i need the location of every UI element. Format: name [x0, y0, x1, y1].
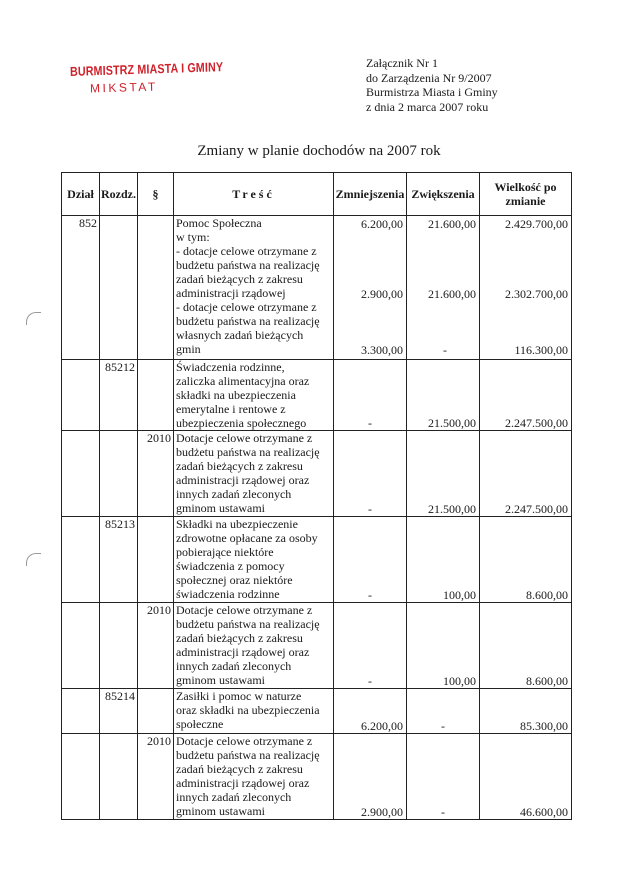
annex-number: Załącznik Nr 1 [366, 56, 438, 70]
cell-zmniejszenia: - [334, 360, 407, 431]
scan-mark [26, 553, 41, 566]
stamp-town: MIKSTAT [89, 79, 158, 96]
cell-paragraf: 2010 [138, 734, 174, 820]
cell-zwiekszenia: 21.500,00 [407, 360, 480, 431]
cell-tresc [174, 431, 334, 517]
tresc-line: administracji rządowej oraz [176, 473, 310, 487]
table-body [62, 216, 572, 820]
tresc-line: budżetu państwa na realizację [176, 314, 320, 328]
tresc-line: innych zadań zleconych [176, 487, 292, 501]
cell-wielkosc: 85.300,00 [480, 689, 572, 734]
table-row [62, 431, 572, 517]
cell-dzial [62, 603, 100, 689]
table-row [62, 689, 572, 734]
header-tresc: Treść [174, 173, 334, 216]
tresc-line: gminom ustawami [176, 501, 265, 515]
cell-dzial [62, 689, 100, 734]
cell-zwiekszenia: 21.500,00 [407, 431, 480, 517]
cell-dzial [62, 734, 100, 820]
tresc-line: zadań bieżących z zakresu [176, 272, 303, 286]
cell-wielkosc: 8.600,00 [480, 603, 572, 689]
tresc-line: Zasiłki i pomoc w naturze [176, 689, 302, 703]
cell-paragraf [138, 216, 174, 360]
value-line: - [443, 343, 447, 357]
tresc-line: budżetu państwa na realizację [176, 617, 320, 631]
tresc-line: Świadczenia rodzinne, [176, 360, 285, 374]
tresc-line: pobierające niektóre [176, 545, 274, 559]
header-zmniejszenia: Zmniejszenia [334, 173, 407, 216]
tresc-line: gminom ustawami [176, 804, 265, 818]
page-title: Zmiany w planie dochodów na 2007 rok [197, 143, 441, 159]
scan-mark [26, 312, 41, 325]
cell-wielkosc: 2.247.500,00 [480, 360, 572, 431]
cell-tresc [174, 689, 334, 734]
cell-zwiekszenia: - [407, 734, 480, 820]
annex-date: z dnia 2 marca 2007 roku [366, 99, 489, 114]
tresc-line: administracji rządowej oraz [176, 645, 310, 659]
tresc-line: - dotacje celowe otrzymane z [176, 300, 317, 314]
table-header-row [62, 173, 572, 216]
cell-wielkosc: 2.247.500,00 [480, 431, 572, 517]
cell-tresc [174, 360, 334, 431]
cell-zmniejszenia: 2.900,00 [334, 734, 407, 820]
tresc-line: społeczne [176, 717, 224, 731]
value-line: 21.600,00 [428, 217, 476, 231]
value-line: 2.429.700,00 [505, 217, 568, 231]
cell-paragraf [138, 689, 174, 734]
cell-zmniejszenia [334, 216, 407, 360]
value-line: 21.600,00 [428, 287, 476, 301]
cell-rozdz: 85212 [100, 360, 138, 431]
tresc-line: innych zadań zleconych [176, 659, 292, 673]
cell-paragraf: 2010 [138, 603, 174, 689]
cell-tresc [174, 603, 334, 689]
value-line: 2.302.700,00 [505, 287, 568, 301]
cell-rozdz [100, 216, 138, 360]
cell-tresc [174, 216, 334, 360]
annex-authority: Burmistrza Miasta i Gminy [366, 85, 498, 99]
tresc-line: gminom ustawami [176, 673, 265, 687]
tresc-line: Pomoc Społeczna [176, 216, 262, 230]
cell-zmniejszenia: - [334, 431, 407, 517]
cell-rozdz: 85213 [100, 517, 138, 603]
tresc-line: innych zadań zleconych [176, 790, 292, 804]
income-changes-table [61, 172, 572, 820]
tresc-line: budżetu państwa na realizację [176, 445, 320, 459]
table-row [62, 603, 572, 689]
tresc-line: oraz składki na ubezpieczenia [176, 703, 320, 717]
cell-paragraf [138, 360, 174, 431]
cell-paragraf: 2010 [138, 431, 174, 517]
cell-dzial: 852 [62, 216, 100, 360]
tresc-line: Składki na ubezpieczenie [176, 517, 298, 531]
value-line: 2.900,00 [361, 287, 403, 301]
tresc-line: budżetu państwa na realizację [176, 258, 320, 272]
tresc-line: zadań bieżących z zakresu [176, 762, 303, 776]
cell-paragraf [138, 517, 174, 603]
cell-zmniejszenia: - [334, 603, 407, 689]
tresc-line: Dotacje celowe otrzymane z [176, 603, 313, 617]
tresc-line: własnych zadań bieżących [176, 328, 304, 342]
cell-zmniejszenia: 6.200,00 [334, 689, 407, 734]
cell-tresc [174, 734, 334, 820]
value-line: 6.200,00 [361, 217, 403, 231]
cell-zwiekszenia: - [407, 689, 480, 734]
tresc-line: zdrowotne opłacane za osoby [176, 531, 318, 545]
cell-wielkosc: 8.600,00 [480, 517, 572, 603]
cell-rozdz: 85214 [100, 689, 138, 734]
tresc-line: zadań bieżących z zakresu [176, 631, 303, 645]
tresc-line: zaliczka alimentacyjna oraz [176, 374, 310, 388]
cell-zmniejszenia: - [334, 517, 407, 603]
tresc-line: składki na ubezpieczenia [176, 388, 296, 402]
tresc-line: Dotacje celowe otrzymane z [176, 734, 313, 748]
cell-rozdz [100, 603, 138, 689]
tresc-line: administracji rządowej [176, 286, 286, 300]
tresc-line: ubezpieczenia społecznego [176, 416, 307, 430]
header-zwiekszenia: Zwiększenia [407, 173, 480, 216]
table-row [62, 734, 572, 820]
tresc-line: Dotacje celowe otrzymane z [176, 431, 313, 445]
cell-tresc [174, 517, 334, 603]
tresc-line: - dotacje celowe otrzymane z [176, 244, 317, 258]
tresc-line: świadczenia rodzinne [176, 587, 280, 601]
annex-order: do Zarządzenia Nr 9/2007 [366, 70, 492, 85]
cell-rozdz [100, 431, 138, 517]
official-stamp [69, 59, 224, 96]
tresc-line: gmin [176, 342, 201, 356]
header-paragraf: § [138, 173, 174, 216]
tresc-line: świadczenia z pomocy [176, 559, 285, 573]
header-wielkosc: Wielkość po zmianie [480, 173, 572, 216]
cell-zwiekszenia: 100,00 [407, 603, 480, 689]
tresc-line: administracji rządowej oraz [176, 776, 310, 790]
value-line: 3.300,00 [361, 343, 403, 357]
cell-dzial [62, 360, 100, 431]
cell-zwiekszenia [407, 216, 480, 360]
tresc-line: w tym: [176, 230, 210, 244]
table-row [62, 216, 572, 360]
table-row [62, 517, 572, 603]
tresc-line: emerytalne i rentowe z [176, 402, 286, 416]
cell-dzial [62, 517, 100, 603]
value-line: 116.300,00 [514, 343, 568, 357]
cell-wielkosc [480, 216, 572, 360]
table-row [62, 360, 572, 431]
header-rozdz: Rozdz. [100, 173, 138, 216]
tresc-line: społecznej oraz niektóre [176, 573, 293, 587]
cell-zwiekszenia: 100,00 [407, 517, 480, 603]
annex-header [366, 56, 498, 114]
tresc-line: budżetu państwa na realizację [176, 748, 320, 762]
header-dzial: Dział [62, 173, 100, 216]
tresc-line: zadań bieżących z zakresu [176, 459, 303, 473]
cell-wielkosc: 46.600,00 [480, 734, 572, 820]
cell-rozdz [100, 734, 138, 820]
stamp-title: BURMISTRZ MIASTA I GMINY [69, 59, 224, 79]
cell-dzial [62, 431, 100, 517]
